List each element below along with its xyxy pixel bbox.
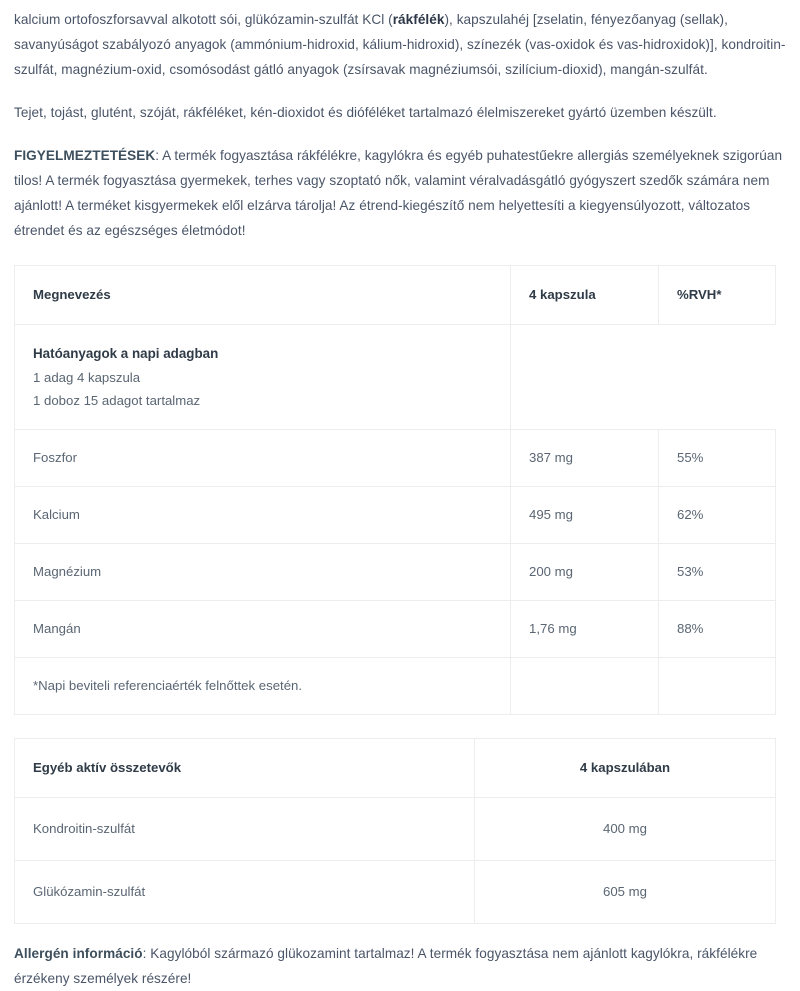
footnote-row [15, 658, 776, 715]
allergen-label: Allergén információ [14, 946, 143, 961]
supplement-facts-table [14, 265, 776, 715]
table-row [15, 544, 776, 601]
extras-column-header-name: Egyéb aktív összetevők [15, 739, 475, 798]
serving-info-cell [15, 325, 511, 430]
table-row [15, 487, 776, 544]
nutrient-name: Mangán [15, 601, 511, 658]
warnings-paragraph [14, 125, 786, 243]
nutrient-rvh: 55% [659, 430, 776, 487]
serving-row-spacer-dose [511, 325, 659, 430]
extras-table-wrapper [14, 738, 786, 924]
supplement-facts-table-wrapper [14, 265, 786, 715]
serving-title: Hatóanyagok a napi adagban [33, 346, 219, 361]
column-header-rvh: %RVH* [659, 266, 776, 325]
footnote-spacer-rvh [659, 658, 776, 715]
allergen-paragraph [14, 924, 786, 991]
nutrient-rvh: 62% [659, 487, 776, 544]
supplement-table-header-row [15, 266, 776, 325]
column-header-name: Megnevezés [15, 266, 511, 325]
serving-line-1: 1 adag 4 kapszula [33, 370, 141, 385]
footnote-spacer-dose [511, 658, 659, 715]
extras-table-header-row [15, 739, 776, 798]
column-header-amount: 4 kapszula [511, 266, 659, 325]
table-row [15, 798, 776, 861]
extra-ingredient-name: Glükózamin-szulfát [15, 861, 475, 924]
allergen-text: : Kagylóból származó glükozamint tartalmaz! A termék fogyasztása nem ajánlott kagylókra, rákfélékre érzékeny személyek részére! [14, 946, 758, 986]
table-row [15, 861, 776, 924]
nutrient-name: Kalcium [15, 487, 511, 544]
table-row [15, 601, 776, 658]
extras-table [14, 738, 776, 924]
ingredients-allergen-highlight: rákfélék [392, 12, 445, 27]
ingredients-text-after: ), kapszulahéj [zselatin, fényezőanyag (sellak), savanyúságot szabályozó anyagok (ammónium-hidroxid, kálium-hidroxid), színezék (vas-oxidok és vas-hidroxidok)], kondroitin-szulfát, magnézium-oxid, csomósodást gátló anyagok (zsírsavak magnéziumsói, szilícium-dioxid), mangán-szulfát. [14, 12, 786, 77]
ingredients-text-before: kalcium ortofoszforsavval alkotott sói, glükózamin-szulfát KCl ( [14, 12, 393, 27]
serving-line-2: 1 doboz 15 adagot tartalmaz [33, 393, 201, 408]
serving-info-row [15, 325, 776, 430]
serving-row-spacer-rvh [659, 325, 776, 430]
table-footnote: *Napi beviteli referenciaérték felnőttek esetén. [15, 658, 511, 715]
nutrient-name: Magnézium [15, 544, 511, 601]
nutrient-amount: 1,76 mg [511, 601, 659, 658]
nutrient-amount: 200 mg [511, 544, 659, 601]
warnings-label: FIGYELMEZTETÉSEK [14, 148, 156, 163]
extra-ingredient-amount: 605 mg [475, 861, 776, 924]
nutrient-rvh: 53% [659, 544, 776, 601]
extra-ingredient-name: Kondroitin-szulfát [15, 798, 475, 861]
facility-paragraph: Tejet, tojást, glutént, szóját, rákféléket, kén-dioxidot és dióféléket tartalmazó élelmiszereket gyártó üzemben készült. [14, 105, 717, 120]
nutrient-rvh: 88% [659, 601, 776, 658]
extra-ingredient-amount: 400 mg [475, 798, 776, 861]
nutrient-amount: 387 mg [511, 430, 659, 487]
warnings-text: : A termék fogyasztása rákfélékre, kagylókra és egyéb puhatestűekre allergiás személyeknek szigorúan tilos! A termék fogyasztása gyermekek, terhes vagy szoptató nők, valamint véralvadásgátló gyógyszert szedők számára nem ajánlott! A terméket kisgyermekek elől elzárva tárolja! Az étrend-kiegészítő nem helyettesíti a kiegyensúlyozott, változatos étrendet és az egészséges életmódot! [14, 148, 783, 238]
table-row [15, 430, 776, 487]
nutrient-amount: 495 mg [511, 487, 659, 544]
extras-column-header-amount: 4 kapszulában [475, 739, 776, 798]
nutrient-name: Foszfor [15, 430, 511, 487]
ingredients-paragraph [14, 0, 786, 82]
